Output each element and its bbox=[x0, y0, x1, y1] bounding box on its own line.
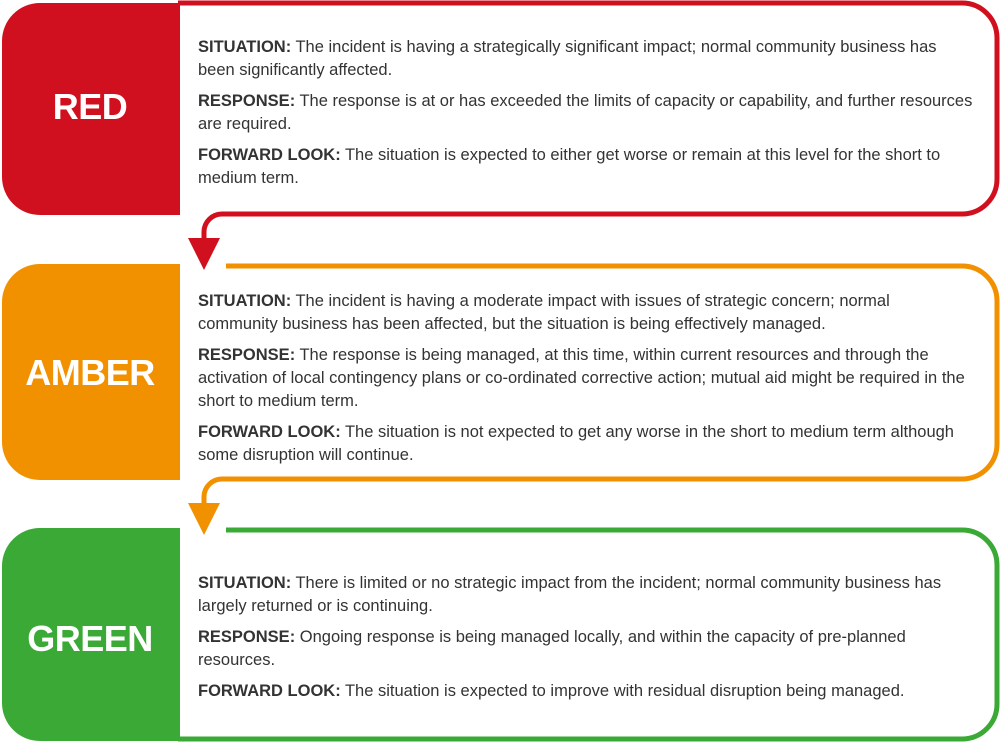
forward-look-lead: FORWARD LOOK: bbox=[198, 146, 341, 164]
red-forward-look bbox=[198, 144, 973, 190]
amber-description bbox=[198, 290, 973, 475]
forward-look-lead: FORWARD LOOK: bbox=[198, 682, 341, 700]
green-description bbox=[198, 572, 973, 711]
situation-text: The incident is having a strategically significant impact; normal community business has been significantly affected. bbox=[198, 38, 937, 79]
forward-look-text: The situation is not expected to get any worse in the short to medium term although some disruption will continue. bbox=[198, 423, 954, 464]
amber-response bbox=[198, 344, 973, 413]
red-situation bbox=[198, 36, 973, 82]
response-lead: RESPONSE: bbox=[198, 346, 296, 364]
green-response bbox=[198, 626, 973, 672]
red-response bbox=[198, 90, 973, 136]
green-situation bbox=[198, 572, 973, 618]
red-level-title: RED bbox=[52, 86, 128, 127]
response-text: The response is being managed, at this time, within current resources and through the activation of local contingency plans or co-ordinated corrective action; mutual aid might be required in the short to medium term. bbox=[198, 346, 965, 410]
situation-text: There is limited or no strategic impact from the incident; normal community business has largely returned or is continuing. bbox=[198, 574, 942, 615]
amber-level-title: AMBER bbox=[25, 352, 155, 393]
situation-lead: SITUATION: bbox=[198, 574, 292, 592]
response-lead: RESPONSE: bbox=[198, 628, 296, 646]
green-forward-look bbox=[198, 680, 973, 703]
amber-down-arrow bbox=[188, 503, 220, 535]
forward-look-text: The situation is expected to either get worse or remain at this level for the short to medium term. bbox=[198, 146, 941, 187]
forward-look-lead: FORWARD LOOK: bbox=[198, 423, 341, 441]
situation-text: The incident is having a moderate impact with issues of strategic concern; normal community business has been affected, but the situation is being effectively managed. bbox=[198, 292, 890, 333]
green-level-title: GREEN bbox=[27, 618, 153, 659]
red-description bbox=[198, 36, 973, 198]
situation-lead: SITUATION: bbox=[198, 292, 292, 310]
amber-situation bbox=[198, 290, 973, 336]
red-down-arrow bbox=[188, 238, 220, 270]
forward-look-text: The situation is expected to improve with residual disruption being managed. bbox=[340, 682, 905, 700]
amber-forward-look bbox=[198, 421, 973, 467]
response-text: The response is at or has exceeded the limits of capacity or capability, and further resources are required. bbox=[198, 92, 973, 133]
response-lead: RESPONSE: bbox=[198, 92, 296, 110]
response-text: Ongoing response is being managed locally, and within the capacity of pre-planned resources. bbox=[198, 628, 906, 669]
situation-lead: SITUATION: bbox=[198, 38, 292, 56]
